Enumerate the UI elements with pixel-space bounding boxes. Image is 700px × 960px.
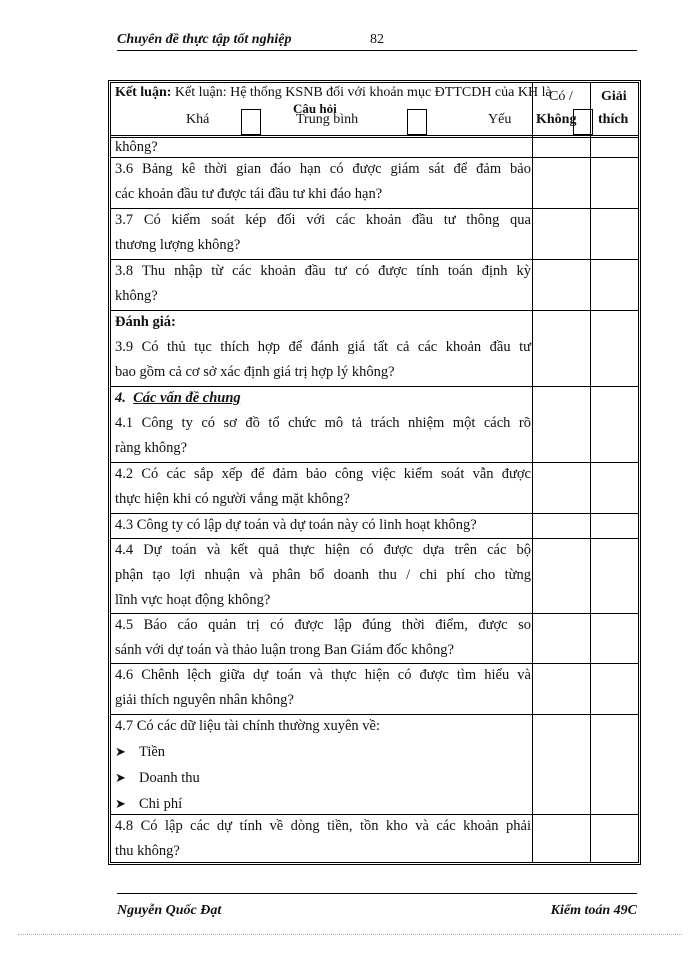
section-heading: Đánh giá: bbox=[115, 314, 176, 330]
explain-header-line2: thích bbox=[598, 112, 629, 127]
question-line: phận tạo lợi nhuận và phân bổ doanh thu / chi phí cho từng bbox=[115, 567, 531, 583]
question-column-header: Câu hỏi bbox=[293, 101, 337, 116]
option-label-yeu: Yếu bbox=[488, 112, 512, 127]
conclusion-text: Kết luận: Kết luận: Hệ thống KSNB đối với khoản mục ĐTTCDH của KH là bbox=[115, 85, 552, 100]
list-item-text: Tiền bbox=[139, 744, 166, 760]
option-checkbox-kha[interactable] bbox=[241, 109, 261, 135]
question-cell bbox=[115, 310, 531, 385]
question-line: 3.6 Bảng kê thời gian đáo hạn có được giám sát để đảm bảo bbox=[115, 161, 531, 177]
table-header-row bbox=[111, 83, 638, 138]
question-cell bbox=[115, 513, 531, 538]
page-header bbox=[117, 32, 637, 52]
table-row bbox=[111, 135, 638, 158]
question-line: bao gồm cả cơ sở xác định giá trị hợp lý không? bbox=[115, 364, 395, 380]
question-cell bbox=[115, 157, 531, 207]
table-row bbox=[111, 462, 638, 514]
header-rule bbox=[117, 50, 637, 51]
yes-no-header-line2: Không bbox=[536, 112, 577, 127]
checklist-table bbox=[108, 80, 641, 865]
question-line: 4.2 Có các sắp xếp để đảm bảo công việc kiểm soát vẫn được bbox=[115, 466, 531, 482]
section-number: 4. bbox=[115, 390, 126, 406]
question-cell bbox=[115, 538, 531, 613]
table-row bbox=[111, 513, 638, 539]
question-cell bbox=[115, 208, 531, 258]
conclusion-value: Kết luận: Hệ thống KSNB đối với khoản mục ĐTTCDH của KH là bbox=[174, 85, 552, 100]
table-row bbox=[111, 663, 638, 715]
question-line: 4.1 Công ty có sơ đồ tổ chức mô tả trách nhiệm một cách rõ bbox=[115, 415, 531, 431]
table-row bbox=[111, 157, 638, 209]
question-line: 4.8 Có lập các dự tính về dòng tiền, tồn kho và các khoản phải bbox=[115, 818, 531, 834]
arrow-bullet-icon: ➤ bbox=[115, 770, 126, 785]
arrow-bullet-icon: ➤ bbox=[115, 796, 126, 811]
table-row bbox=[111, 259, 638, 311]
question-line: không? bbox=[115, 288, 158, 304]
question-line: thương lượng không? bbox=[115, 237, 241, 253]
class-name: Kiểm toán 49C bbox=[550, 903, 637, 918]
question-cell bbox=[115, 814, 531, 864]
author-name: Nguyễn Quốc Đạt bbox=[117, 903, 222, 918]
table-row bbox=[111, 208, 638, 260]
question-cell bbox=[115, 613, 531, 663]
question-line: thu không? bbox=[115, 843, 180, 859]
question-line: lĩnh vực hoạt động không? bbox=[115, 592, 271, 608]
option-label-trung-binh: Trung bình bbox=[296, 112, 359, 127]
list-item-text: Chi phí bbox=[139, 796, 183, 812]
list-item bbox=[115, 739, 531, 765]
question-line: sánh với dự toán và thảo luận trong Ban Giám đốc không? bbox=[115, 642, 454, 658]
list-item bbox=[115, 765, 531, 791]
question-line: 4.7 Có các dữ liệu tài chính thường xuyên về: bbox=[115, 718, 380, 734]
question-line: các khoản đầu tư được tái đầu tư khi đáo hạn? bbox=[115, 186, 383, 202]
question-line: ràng không? bbox=[115, 440, 188, 456]
question-line: 4.6 Chênh lệch giữa dự toán và thực hiện có được tìm hiểu và bbox=[115, 667, 531, 683]
question-cell bbox=[115, 663, 531, 713]
explain-header-line1: Giải bbox=[601, 89, 627, 104]
question-cell bbox=[115, 462, 531, 512]
question-line: 3.8 Thu nhập từ các khoản đầu tư có được tính toán định kỳ bbox=[115, 263, 531, 279]
page-footer bbox=[117, 893, 637, 923]
page-bottom-edge bbox=[18, 934, 682, 935]
question-cell bbox=[115, 259, 531, 309]
option-label-kha: Khá bbox=[186, 112, 210, 127]
section-title: Các vấn đề chung bbox=[133, 390, 241, 406]
question-line: giải thích nguyên nhân không? bbox=[115, 692, 294, 708]
question-line: 4.3 Công ty có lập dự toán và dự toán này có linh hoạt không? bbox=[115, 517, 477, 533]
question-line: không? bbox=[115, 139, 158, 155]
document-title: Chuyên đề thực tập tốt nghiệp bbox=[117, 32, 292, 47]
page-number: 82 bbox=[370, 32, 384, 47]
list-item-text: Doanh thu bbox=[139, 770, 200, 786]
question-line: 3.9 Có thủ tục thích hợp để đánh giá tất cả các khoản đầu tư bbox=[115, 339, 531, 355]
yes-no-header-line1: Có / bbox=[549, 89, 573, 104]
table-row bbox=[111, 613, 638, 664]
table-row bbox=[111, 714, 638, 815]
section-heading bbox=[115, 386, 531, 411]
question-cell bbox=[115, 386, 531, 461]
table-row bbox=[111, 814, 638, 862]
arrow-bullet-icon: ➤ bbox=[115, 744, 126, 759]
option-checkbox-trung-binh[interactable] bbox=[407, 109, 427, 135]
table-row bbox=[111, 538, 638, 614]
question-line: 4.5 Báo cáo quản trị có được lập đúng thời điểm, được so bbox=[115, 617, 531, 633]
question-line: 4.4 Dự toán và kết quả thực hiện có được dựa trên các bộ bbox=[115, 542, 531, 558]
table-row bbox=[111, 386, 638, 463]
table-row bbox=[111, 310, 638, 387]
footer-rule bbox=[117, 893, 637, 894]
question-cell bbox=[115, 714, 531, 817]
question-line: 3.7 Có kiểm soát kép đối với các khoản đầu tư thông qua bbox=[115, 212, 531, 228]
question-line: thực hiện khi có người vắng mặt không? bbox=[115, 491, 350, 507]
